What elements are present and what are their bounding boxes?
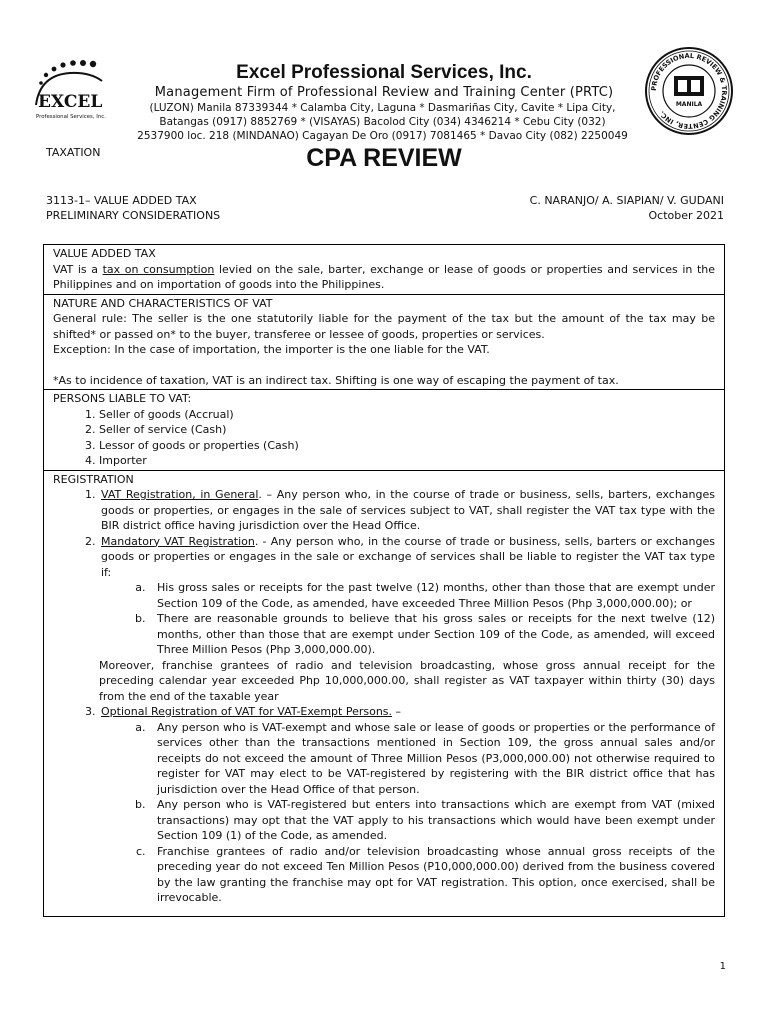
exception: Exception: In the case of importation, the importer is the one liable for the VAT.	[53, 343, 490, 356]
section-heading: VALUE ADDED TAX	[53, 247, 156, 260]
contact-line: (LUZON) Manila 87339344 * Calamba City, Laguna * Dasmariñas City, Cavite * Lipa City,	[149, 102, 616, 114]
company-name: Excel Professional Services, Inc.	[236, 62, 532, 83]
sub-item: b. Any person who is VAT-registered but enters into transactions which are exempt from VAT (mixed transactions) may opt that the VAT apply to his transactions which would have been exempt under Section 109 (1) of the Code, as amended.	[149, 797, 715, 844]
list-item: 3. Optional Registration of VAT for VAT-Exempt Persons. – a. Any person who is VAT-exempt and whose sale or lease of goods or properties or the performance of services other than the transactions mentioned in Section 109, the gross annual sales and/or receipts do not exceed the amount of Three Million Pesos (P3,000,000.00) not otherwise required to register for VAT may elect to be VAT-registered by registering with the BIR district office that has jurisdiction over the Head Office of that person. b. Any person who is VAT-registered but enters into transactions which are exempt from VAT (mixed transactions) may opt that the VAT apply to his transactions which would have been exempt under Section 109 (1) of the Code, as amended. c. Franchise grantees of radio and/or television broadcasting whose annual gross receipts of the preceding year do not exceed Ten Million Pesos (P10,000,000.00) derived from the business covered by the law granting the franchise may opt for VAT registration. This option, once exercised, shall be irrevocable.	[99, 704, 715, 906]
general-rule: General rule: The seller is the one statutorily liable for the payment of the tax but the amount of the tax may be shifted* or passed on* to the buyer, transferee or lessee of goods, properties or services.	[53, 312, 715, 341]
list-item: 1. VAT Registration, in General. – Any person who, in the course of trade or business, sells, barters, exchanges goods or properties, or engages in the sale of services subject to VAT, shall register the VAT tax type with the BIR district office having jurisdiction over the Head Office.	[99, 487, 715, 534]
list-item: 2. Mandatory VAT Registration. - Any person who, in the course of trade or business, sells, barters or exchanges goods or properties or engages in the sale or exchange of services shall be liable to register the VAT tax type if: a. His gross sales or receipts for the past twelve (12) months, other than those that are exempt under Section 109 of the Code, as amended, have exceeded Three Million Pesos (Php 3,000,000.00); or b. There are reasonable grounds to believe that his gross sales or receipts for the next twelve (12) months, other than those that are exempt under Section 109 of the Code, as amended, will exceed Three Million Pesos (Php 3,000,000.00).	[99, 534, 715, 658]
subject-label: TAXATION	[46, 146, 101, 159]
sub-item: b. There are reasonable grounds to believe that his gross sales or receipts for the next twelve (12) months, other than those that are exempt under Section 109 of the Code, as amended, will exceed Three Million Pesos (Php 3,000,000.00).	[149, 611, 715, 658]
section-registration	[44, 471, 724, 916]
section-vat	[44, 245, 724, 295]
svg-text:PROFESSIONAL REVIEW & TRAINING: PROFESSIONAL REVIEW & TRAINING CENTER, INC.	[649, 51, 729, 131]
section-heading: NATURE AND CHARACTERISTICS OF VAT	[53, 296, 273, 310]
management-line: Management Firm of Professional Review and Training Center (PRTC)	[154, 85, 614, 100]
list-item: 3. Lessor of goods or properties (Cash)	[99, 438, 715, 454]
letterhead	[110, 62, 658, 101]
persons-list	[53, 407, 715, 469]
section-heading: PERSONS LIABLE TO VAT:	[53, 392, 192, 405]
handout-date: October 2021	[648, 209, 724, 222]
contact-line: Batangas (0917) 8852769 * (VISAYAS) Bacolod City (034) 4346214 * Cebu City (032)	[159, 116, 606, 128]
emphasis: tax on consumption	[102, 262, 215, 276]
content-table	[43, 244, 725, 917]
registration-list-cont	[53, 704, 715, 906]
sub-item: a. Any person who is VAT-exempt and whose sale or lease of goods or properties or the performance of services other than the transactions mentioned in Section 109, the gross annual sales and/or receipts do not exceed the amount of Three Million Pesos (P3,000,000.00) not otherwise required to register for VAT may elect to be VAT-registered by registering with the BIR district office that has jurisdiction over the Head Office of that person.	[149, 720, 715, 798]
sub-item: a. His gross sales or receipts for the past twelve (12) months, other than those that are exempt under Section 109 of the Code, as amended, have exceeded Three Million Pesos (Php 3,000,000.00); or	[149, 580, 715, 611]
meta-row-1	[46, 193, 724, 208]
list-item: 1. Seller of goods (Accrual)	[99, 407, 715, 423]
meta-row-2	[46, 208, 724, 223]
authors: C. NARANJO/ A. SIAPIAN/ V. GUDANI	[529, 194, 724, 207]
page-number: 1	[719, 961, 726, 972]
section-heading: REGISTRATION	[53, 472, 134, 486]
contact-lines	[105, 101, 660, 143]
registration-list	[53, 487, 715, 658]
footnote: *As to incidence of taxation, VAT is an indirect tax. Shifting is one way of escaping the payment of tax.	[53, 373, 619, 387]
svg-text:MANILA: MANILA	[675, 101, 703, 108]
page-title: CPA REVIEW	[306, 144, 462, 172]
svg-text:EXCEL: EXCEL	[38, 92, 103, 112]
section-nature	[44, 295, 724, 391]
franchise-note: Moreover, franchise grantees of radio and television broadcasting, whose gross annual receipt for the preceding calendar year exceeded Php 10,000,000.00, shall register as VAT taxpayer within thirty (30) days from the end of the taxable year	[99, 658, 715, 703]
sub-item: c. Franchise grantees of radio and/or television broadcasting whose annual gross receipts of the preceding year do not exceed Ten Million Pesos (P10,000,000.00) derived from the business covered by the law granting the franchise may opt for VAT registration. This option, once exercised, shall be irrevocable.	[149, 844, 715, 906]
svg-text:Professional Services, Inc.: Professional Services, Inc.	[36, 114, 106, 120]
sub-list	[101, 720, 715, 906]
list-item: 4. Importer	[99, 453, 715, 469]
contact-line: 2537900 loc. 218 (MINDANAO) Cagayan De Oro (0917) 7081465 * Davao City (082) 2250049	[137, 130, 628, 142]
sub-list	[101, 580, 715, 658]
handout-code: 3113-1– VALUE ADDED TAX	[46, 194, 197, 207]
list-item: 2. Seller of service (Cash)	[99, 422, 715, 438]
section-persons	[44, 390, 724, 471]
handout-topic: PRELIMINARY CONSIDERATIONS	[46, 209, 221, 222]
section-text: VAT is a tax on consumption levied on the sale, barter, exchange or lease of goods or properties and services in the Philippines and on importation of goods into the Philippines.	[53, 262, 716, 291]
